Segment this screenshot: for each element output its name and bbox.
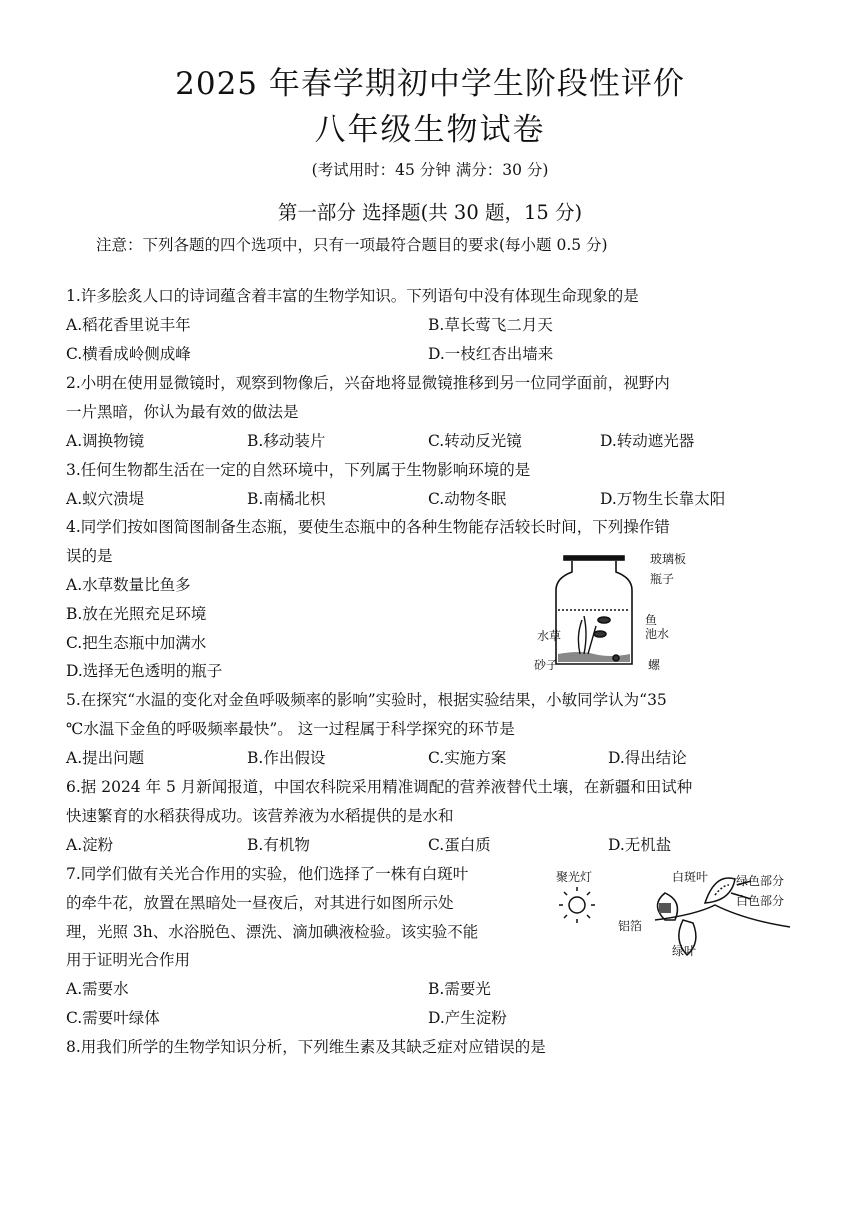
exam-subtitle: 八年级生物试卷 bbox=[314, 112, 546, 148]
question-7-stem-line-3: 理，光照 3h、水浴脱色、漂洗、滴加碘液检验。该实验不能 bbox=[66, 923, 479, 941]
figure-label-waterweed: 水草 bbox=[537, 629, 562, 643]
fish-shape-2 bbox=[594, 631, 606, 637]
question-3-option-c: C.动物冬眠 bbox=[428, 490, 507, 508]
question-1-option-a: A.稻花香里说丰年 bbox=[66, 316, 191, 334]
spotted-leaf-shape bbox=[705, 878, 735, 903]
question-3-stem: 3.任何生物都生活在一定的自然环境中，下列属于生物影响环境的是 bbox=[66, 461, 531, 479]
exam-title: 2025 年春学期初中学生阶段性评价 bbox=[175, 66, 685, 102]
question-6-stem-line-1: 6.据 2024 年 5 月新闻报道，中国农科院采用精准调配的营养液替代土壤，在新疆和田试种 bbox=[66, 778, 693, 796]
figure-label-sand: 砂子 bbox=[534, 658, 559, 672]
question-6-stem-line-2: 快速繁育的水稻获得成功。该营养液为水稻提供的是水和 bbox=[66, 807, 454, 825]
question-3-option-b: B.南橘北枳 bbox=[247, 490, 326, 508]
question-7-stem-line-1: 7.同学们做有关光合作用的实验，他们选择了一株有白斑叶 bbox=[66, 865, 469, 883]
question-1-option-d: D.一枝红杏出墙来 bbox=[428, 345, 554, 363]
section-notice: 注意：下列各题的四个选项中，只有一项最符合题目的要求(每小题 0.5 分) bbox=[96, 236, 608, 254]
question-7-option-c: C.需要叶绿体 bbox=[66, 1009, 160, 1027]
foil-patch bbox=[659, 903, 671, 913]
question-4-option-b: B.放在光照充足环境 bbox=[66, 605, 207, 623]
question-5-option-d: D.得出结论 bbox=[608, 749, 687, 767]
snail-shape bbox=[613, 655, 619, 661]
question-2-stem-line-2: 一片黑暗，你认为最有效的做法是 bbox=[66, 403, 299, 421]
question-4-option-d: D.选择无色透明的瓶子 bbox=[66, 662, 223, 680]
question-3-option-a: A.蚁穴溃堤 bbox=[66, 490, 145, 508]
figure-label-green-leaf: 绿叶 bbox=[672, 944, 697, 958]
question-7-option-b: B.需要光 bbox=[428, 980, 491, 998]
figure-label-snail: 螺 bbox=[648, 658, 661, 672]
question-5-option-c: C.实施方案 bbox=[428, 749, 507, 767]
figure-label-spotted-leaf: 白斑叶 bbox=[672, 870, 709, 884]
question-7-stem-line-2: 的牵牛花，放置在黑暗处一昼夜后，对其进行如图所示处 bbox=[66, 894, 454, 912]
leaf-spot-boundary bbox=[715, 885, 729, 895]
bottle-drawing bbox=[556, 556, 632, 664]
lamp-sun-icon bbox=[559, 887, 595, 923]
question-6-option-a: A.淀粉 bbox=[66, 836, 114, 854]
question-4-stem-line-2: 误的是 bbox=[66, 547, 113, 565]
question-2-stem-line-1: 2.小明在使用显微镜时，观察到物像后，兴奋地将显微镜推移到另一位同学面前，视野内 bbox=[66, 374, 670, 392]
question-4-option-c: C.把生态瓶中加满水 bbox=[66, 634, 207, 652]
question-2-option-d: D.转动遮光器 bbox=[600, 432, 695, 450]
question-6-option-d: D.无机盐 bbox=[608, 836, 672, 854]
question-1-stem: 1.许多脍炙人口的诗词蕴含着丰富的生物学知识。下列语句中没有体现生命现象的是 bbox=[66, 287, 639, 305]
question-3-option-d: D.万物生长靠太阳 bbox=[600, 490, 726, 508]
figure-label-fish: 鱼 bbox=[645, 613, 658, 627]
figure-label-pond-water: 池水 bbox=[645, 627, 670, 641]
question-4-stem-line-1: 4.同学们按如图简图制备生态瓶，要使生态瓶中的各种生物能存活较长时间，下列操作错 bbox=[66, 518, 670, 536]
figure-label-white-part: 白色部分 bbox=[736, 894, 785, 908]
question-1-option-c: C.横看成岭侧成峰 bbox=[66, 345, 191, 363]
question-5-stem-line-2: ℃水温下金鱼的呼吸频率最快”。 这一过程属于科学探究的环节是 bbox=[66, 720, 515, 738]
question-8-stem: 8.用我们所学的生物学知识分析，下列维生素及其缺乏症对应错误的是 bbox=[66, 1038, 546, 1056]
question-2-option-a: A.调换物镜 bbox=[66, 432, 145, 450]
question-1-option-b: B.草长莺飞二月天 bbox=[428, 316, 553, 334]
waterweed-shape bbox=[578, 616, 596, 654]
exam-info: (考试用时：45 分钟 满分：30 分) bbox=[311, 161, 549, 179]
figure-label-green-part: 绿色部分 bbox=[736, 874, 785, 888]
fish-shape-1 bbox=[598, 617, 610, 623]
section-title: 第一部分 选择题(共 30 题，15 分) bbox=[277, 201, 583, 224]
question-7-option-a: A.需要水 bbox=[66, 980, 129, 998]
figure-label-bottle: 瓶子 bbox=[650, 572, 675, 586]
bottle-outline bbox=[556, 561, 632, 664]
question-5-option-b: B.作出假设 bbox=[247, 749, 326, 767]
figure-label-glass-plate: 玻璃板 bbox=[650, 552, 687, 566]
question-6-option-c: C.蛋白质 bbox=[428, 836, 491, 854]
question-6-option-b: B.有机物 bbox=[247, 836, 310, 854]
question-7-stem-line-4: 用于证明光合作用 bbox=[66, 951, 191, 969]
glass-plate-shape bbox=[564, 556, 624, 560]
question-4-option-a: A.水草数量比鱼多 bbox=[66, 576, 191, 594]
figure-label-foil: 铝箔 bbox=[618, 919, 643, 933]
question-7-option-d: D.产生淀粉 bbox=[428, 1009, 507, 1027]
figure-label-lamp: 聚光灯 bbox=[556, 870, 593, 884]
question-2-option-c: C.转动反光镜 bbox=[428, 432, 522, 450]
question-2-option-b: B.移动装片 bbox=[247, 432, 326, 450]
question-5-stem-line-1: 5.在探究“水温的变化对金鱼呼吸频率的影响”实验时，根据实验结果，小敏同学认为“35 bbox=[66, 691, 667, 709]
question-5-option-a: A.提出问题 bbox=[66, 749, 145, 767]
